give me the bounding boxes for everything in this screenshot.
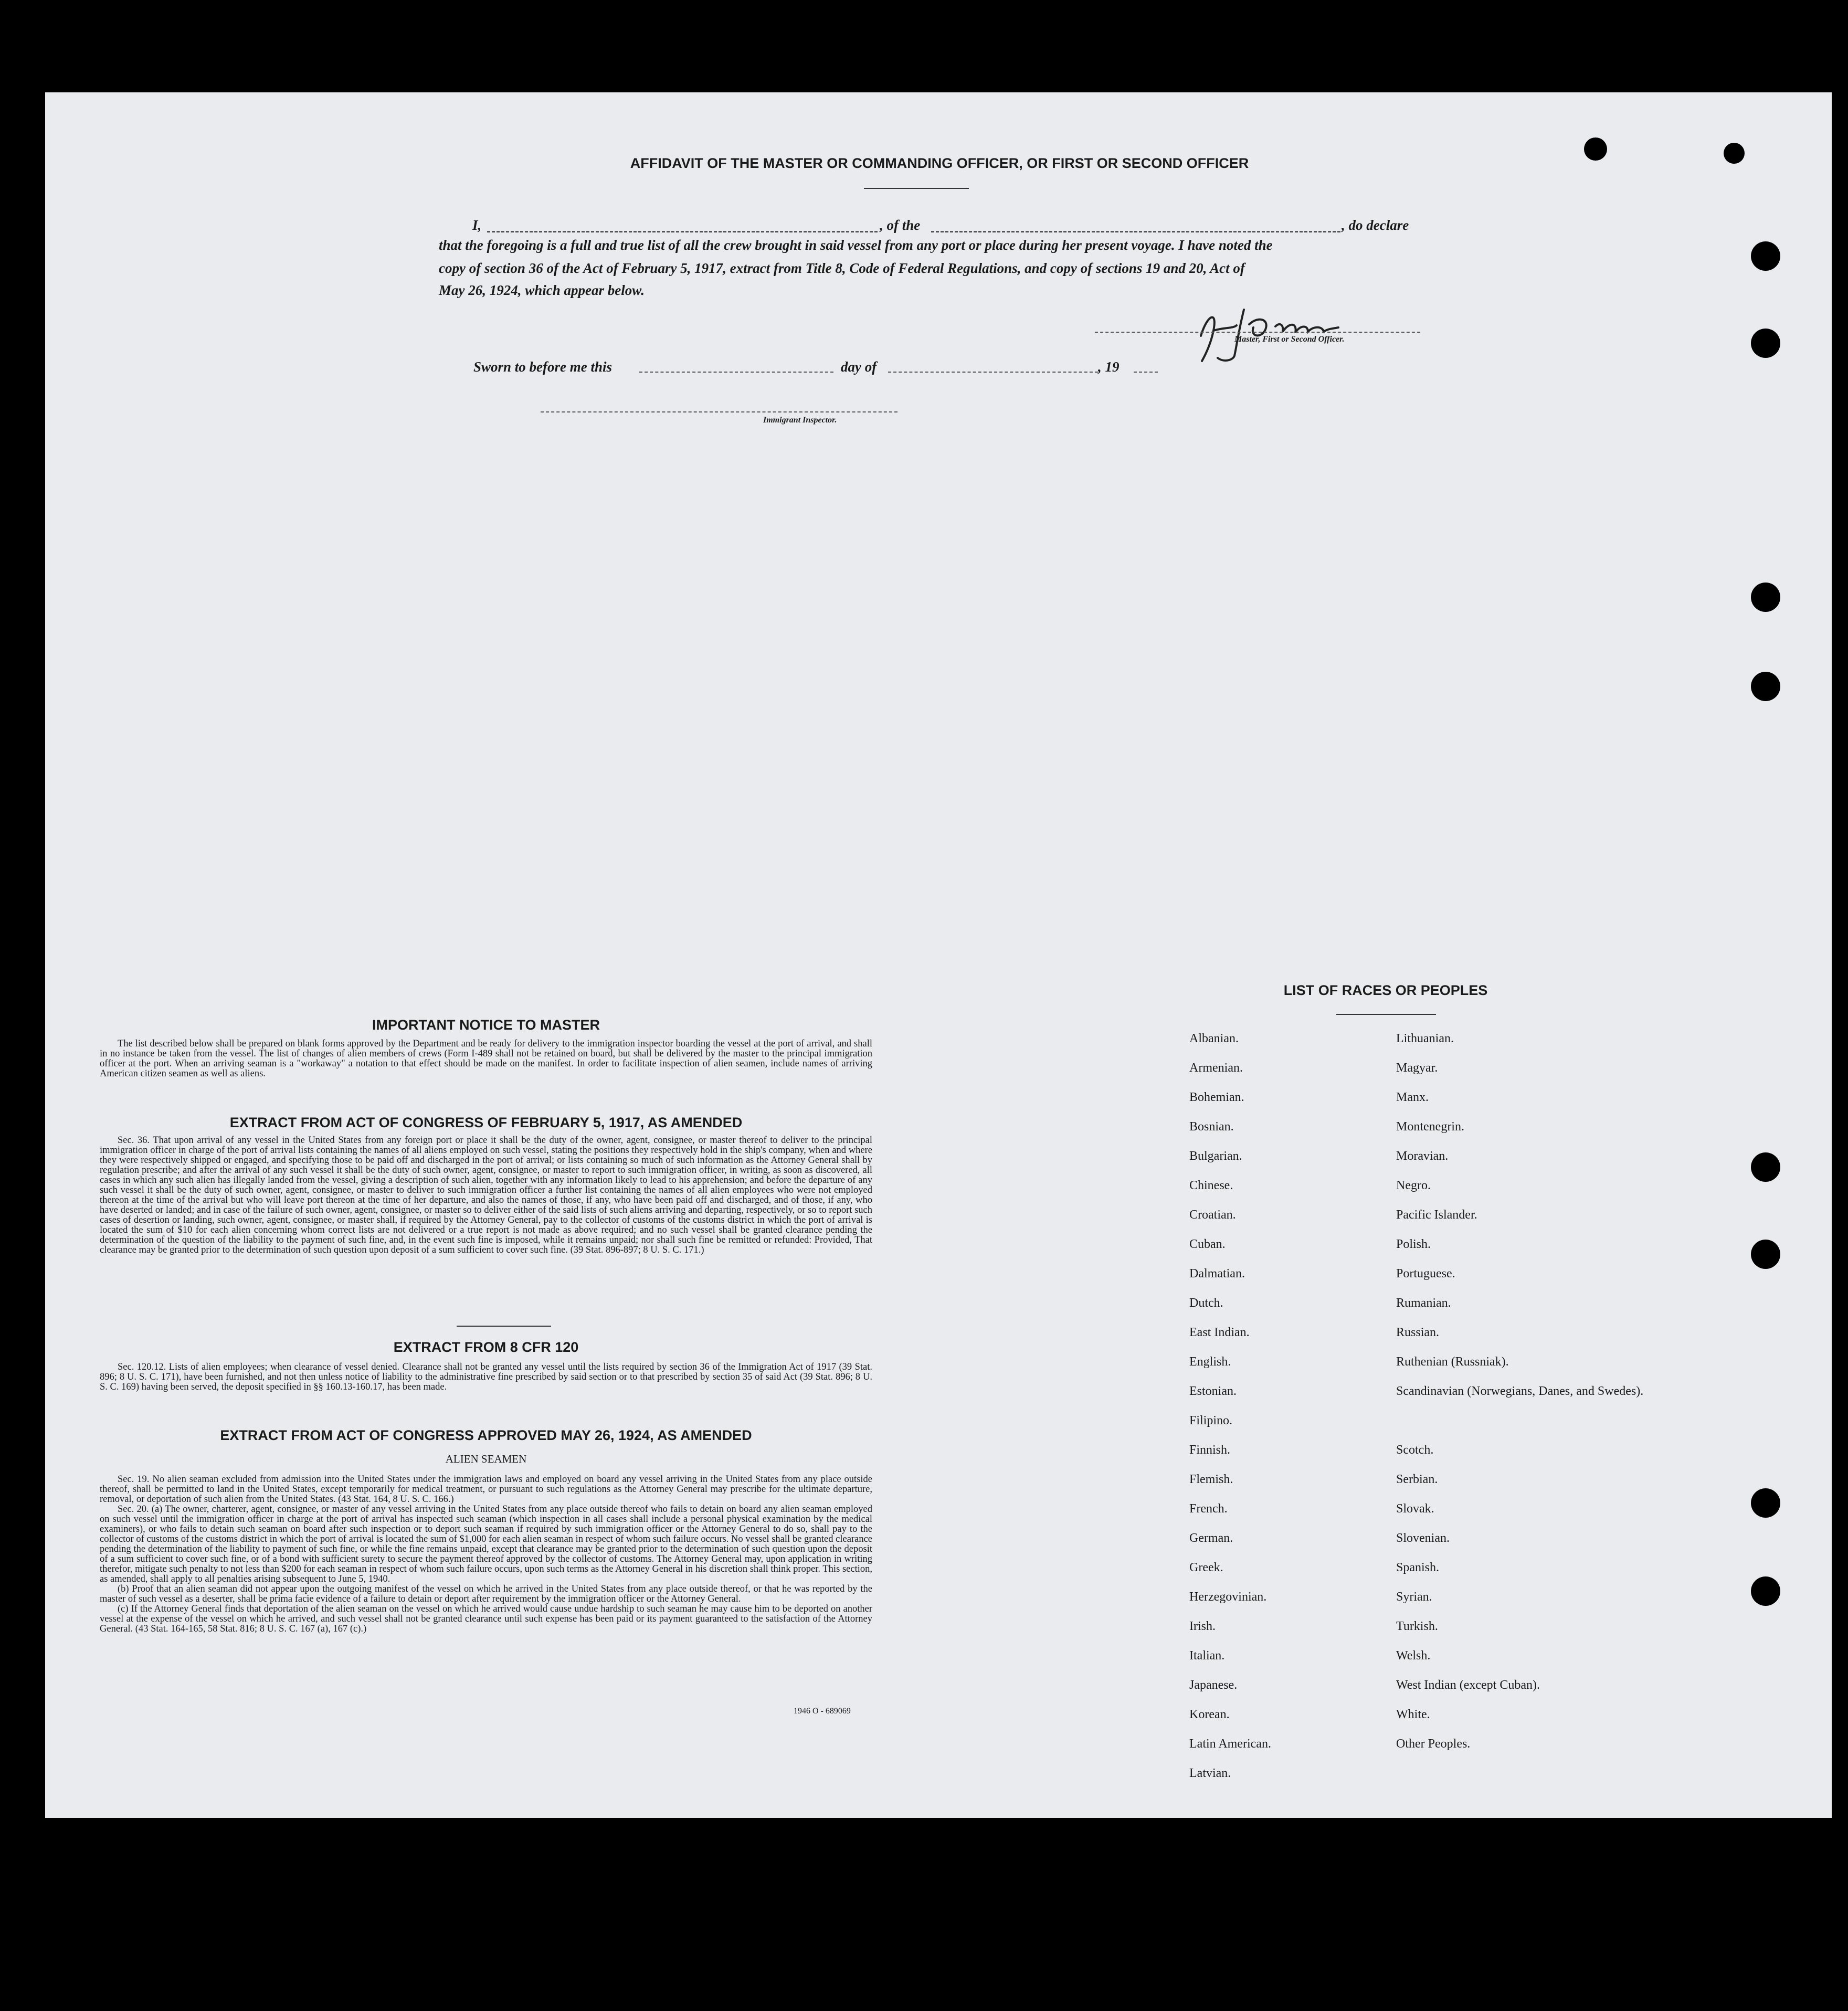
- year-label: , 19: [1098, 359, 1120, 375]
- race-item: Cuban.: [1189, 1237, 1226, 1251]
- race-item: Herzegovinian.: [1189, 1590, 1267, 1604]
- notice-text: The list described below shall be prepared on blank forms approved by the Department and be ready for delivery to the immigration inspector boarding the vessel at the port of arrival, and shall in no instance be taken from the vessel. The list of changes of alien members of crews (Form I-489 shall not be retained on board, but shall be delivered by the master to the principal immigration officer at the port. When an arriving seaman is a "workaway" a notation to that effect should be made on the manifest. In order to facilitate inspection of alien seamen, include names of arriving American citizen seamen as well as aliens.: [100, 1039, 872, 1079]
- race-item: Moravian.: [1396, 1149, 1449, 1163]
- notice-title: IMPORTANT NOTICE TO MASTER: [372, 1017, 600, 1033]
- race-item: Greek.: [1189, 1561, 1223, 1574]
- race-item: Irish.: [1189, 1620, 1216, 1633]
- races-right-column: [1396, 1032, 1669, 1766]
- race-item: Lithuanian.: [1396, 1032, 1454, 1045]
- race-item: Bulgarian.: [1189, 1149, 1242, 1163]
- race-item: Polish.: [1396, 1237, 1431, 1251]
- punch-hole: [1751, 1240, 1780, 1269]
- extract-1917-title: EXTRACT FROM ACT OF CONGRESS OF FEBRUARY 5, 1917, AS AMENDED: [229, 1115, 743, 1130]
- race-item: Chinese.: [1189, 1179, 1233, 1192]
- races-title: LIST OF RACES OR PEOPLES: [1283, 982, 1488, 998]
- race-item: White.: [1396, 1708, 1430, 1721]
- affidavit-text-line-3: copy of section 36 of the Act of February 5, 1917, extract from Title 8, Code of Federal Regulations, and copy of sections 19 and 20, Act of: [439, 260, 1245, 276]
- day-of-label: day of: [841, 359, 877, 375]
- race-item: Other Peoples.: [1396, 1737, 1471, 1751]
- signature-line[interactable]: [1095, 332, 1420, 333]
- sec-19-text: Sec. 19. No alien seaman excluded from admission into the United States under the immigration laws and employed on board any vessel arriving in the United States from any place outside thereof, shall be permitted to land in the United States, except temporarily for medical treatment, or pursuant to such regulations as the Attorney General may prescribe for the ultimate departure, removal, or deportation of such alien from the United States. (43 Stat. 164, 8 U. S. C. 166.): [100, 1474, 872, 1505]
- affidavit-title: AFFIDAVIT OF THE MASTER OR COMMANDING OFFICER, OR FIRST OR SECOND OFFICER: [630, 155, 1249, 171]
- race-item: Manx.: [1396, 1091, 1429, 1104]
- race-item: English.: [1189, 1355, 1231, 1369]
- signature-caption: Master, First or Second Officer.: [1234, 335, 1345, 344]
- race-item: Dutch.: [1189, 1296, 1223, 1310]
- race-item: Russian.: [1396, 1326, 1440, 1339]
- race-item: Turkish.: [1396, 1620, 1438, 1633]
- race-item: Finnish.: [1189, 1443, 1231, 1457]
- sec-20c-text: (c) If the Attorney General finds that deportation of the alien seaman on the vessel on which he arrived would cause undue hardship to such seaman he may cause him to be deported on another vessel at the expense of the vessel on which he arrived, and such vessel shall not be granted clearance until such expense has been paid or its payment guaranteed to the satisfaction of the Attorney General. (43 Stat. 164-165, 58 Stat. 816; 8 U. S. C. 167 (a), 167 (c).): [100, 1604, 872, 1634]
- race-item: Slovak.: [1396, 1502, 1434, 1516]
- race-item: Rumanian.: [1396, 1296, 1451, 1310]
- race-item: West Indian (except Cuban).: [1396, 1678, 1540, 1692]
- punch-hole: [1584, 137, 1607, 161]
- name-field-line[interactable]: [487, 231, 878, 232]
- extract-1917-text: Sec. 36. That upon arrival of any vessel in the United States from any foreign port or place it shall be the duty of the owner, agent, consignee, or master thereof to deliver to the principal immigration officer in charge of the port of arrival lists containing the names of all aliens employed on such vessel, stating the positions they respectively hold in the ship's company, when and where they were respectively shipped or engaged, and specifying those to be paid off and discharged in the port of arrival; or lists containing so much of such information as the Attorney General shall by regulation prescribe; and after the arrival of any such vessel it shall be the duty of such owner, agent, consignee, or master to report to such immigration officer, in writing, as soon as discovered, all cases in which any such alien has illegally landed from the vessel, giving a description of such alien, together with any information likely to lead to his apprehension; and before the departure of any such vessel it shall be the duty of such owner, agent, consignee, or master to deliver to such immigration officer a further list containing the names of all alien employees who were not employed thereon at the time of the arrival but who will leave port thereon at the time of her departure, and also the names of those, if any, who have been paid off and discharged, and of those, if any, who have deserted or landed; and in case of the failure of such owner, agent, consignee, or master so to deliver either of the said lists of such aliens arriving and departing, respectively, or so to report such cases of desertion or landing, such owner, agent, consignee, or master shall, if required by the Attorney General, pay to the collector of customs of the customs district in which the port of arrival is located the sum of $10 for each alien concerning whom correct lists are not delivered or a true report is not made as above required; and no such vessel shall be granted clearance pending the determination of the question of the liability to the payment of such fine, and, in the event such fine is imposed, while it remains unpaid; nor shall such fine be remitted or refunded: Provided, That clearance may be granted prior to the determination of such question upon deposit of a sum sufficient to cover such fine. (39 Stat. 896-897; 8 U. S. C. 171.): [100, 1135, 872, 1255]
- sworn-month-line[interactable]: [888, 372, 1098, 373]
- race-item: Flemish.: [1189, 1473, 1233, 1486]
- affidavit-i-label: I,: [472, 217, 482, 233]
- affidavit-do-declare: , do declare: [1342, 217, 1409, 233]
- inspector-caption: Immigrant Inspector.: [763, 416, 837, 425]
- race-item: Montenegrin.: [1396, 1120, 1464, 1134]
- cfr-title: EXTRACT FROM 8 CFR 120: [393, 1339, 579, 1355]
- race-item: Pacific Islander.: [1396, 1208, 1477, 1222]
- race-item: Italian.: [1189, 1649, 1225, 1663]
- races-left-column: [1189, 1032, 1389, 1796]
- cfr-text: Sec. 120.12. Lists of alien employees; when clearance of vessel denied. Clearance shall not be granted any vessel until the lists required by section 36 of the Immigration Act of 1917 (39 Stat. 896; 8 U. S. C. 171), have been furnished, and not then unless notice of liability to the administrative fine prescribed by said section or to that prescribed by section 35 of said Act (39 Stat. 896; 8 U. S. C. 169) having been served, the deposit specified in §§ 160.13-160.17, has been made.: [100, 1362, 872, 1392]
- race-item: Scandinavian (Norwegians, Danes, and Swedes).: [1396, 1384, 1644, 1398]
- race-item: Magyar.: [1396, 1061, 1438, 1075]
- race-item: Bosnian.: [1189, 1120, 1234, 1134]
- sec-20b-text: (b) Proof that an alien seaman did not appear upon the outgoing manifest of the vessel on which he arrived in the United States from any place outside thereof, or that he was reported by the master of such vessel as a deserter, shall be prima facie evidence of a failure to detain or deport after requirement by the immigration officer or the Attorney General.: [100, 1584, 872, 1604]
- race-item: Japanese.: [1189, 1678, 1238, 1692]
- extract-1924-title: EXTRACT FROM ACT OF CONGRESS APPROVED MAY 26, 1924, AS AMENDED: [220, 1427, 752, 1443]
- race-item: Scotch.: [1396, 1443, 1434, 1457]
- race-item: Spanish.: [1396, 1561, 1440, 1574]
- affidavit-text-line-2: that the foregoing is a full and true list of all the crew brought in said vessel from any port or place during her present voyage. I have noted the: [439, 237, 1273, 253]
- punch-hole: [1751, 1488, 1780, 1518]
- sworn-label: Sworn to before me this: [473, 359, 613, 375]
- race-item: Welsh.: [1396, 1649, 1431, 1663]
- punch-hole: [1724, 143, 1745, 164]
- print-code: 1946 O - 689069: [794, 1707, 851, 1716]
- sworn-day-line[interactable]: [639, 372, 833, 373]
- race-item: Armenian.: [1189, 1061, 1243, 1075]
- vessel-field-line[interactable]: [931, 231, 1340, 232]
- race-item: Latvian.: [1189, 1766, 1231, 1780]
- race-item: [1396, 1414, 1669, 1443]
- affidavit-of-the-label: , of the: [880, 217, 921, 233]
- handwritten-signature: [1186, 294, 1344, 367]
- affidavit-text-line-4: May 26, 1924, which appear below.: [439, 282, 645, 298]
- race-item: Latin American.: [1189, 1737, 1271, 1751]
- sworn-year-line[interactable]: [1134, 372, 1158, 373]
- race-item: Korean.: [1189, 1708, 1230, 1721]
- race-item: Filipino.: [1189, 1414, 1233, 1427]
- divider: [864, 188, 969, 189]
- race-item: Dalmatian.: [1189, 1267, 1245, 1280]
- race-item: Portuguese.: [1396, 1267, 1455, 1280]
- punch-hole: [1751, 329, 1780, 358]
- race-item: Estonian.: [1189, 1384, 1237, 1398]
- sec-20a-text: Sec. 20. (a) The owner, charterer, agent, consignee, or master of any vessel arriving in the United States from any place outside thereof who fails to detain on board any alien seaman employed on such vessel until the immigration officer in charge at the port of arrival has inspected such seaman (which inspection in all cases shall include a personal physical examination by the medical examiners), or who fails to detain such seaman on board after such inspection or to deport such seaman if required by such immigration officer or the Attorney General to do so, shall pay to the collector of customs of the customs district in which the port of arrival is located the sum of $1,000 for each alien seaman in respect of whom such failure occurs. No vessel shall be granted clearance pending the determination of the liability to payment of such fine, or while the fine remains unpaid, except that clearance may be granted prior to the determination of such question upon the deposit of a sum sufficient to cover such fine, or of a bond with sufficient surety to secure the payment thereof approved by the collector of customs. The Attorney General may, upon application in writing therefor, mitigate such penalty to not less than $200 for each seaman in respect of whom such failure occurs, upon such terms as the Attorney General in his discretion shall think proper. This section, as amended, shall apply to all penalties arising subsequent to June 5, 1940.: [100, 1504, 872, 1584]
- race-item: French.: [1189, 1502, 1228, 1516]
- alien-seamen-subtitle: ALIEN SEAMEN: [445, 1453, 527, 1465]
- divider: [1336, 1014, 1436, 1015]
- punch-hole: [1751, 241, 1780, 271]
- inspector-signature-line[interactable]: [541, 411, 897, 412]
- race-item: East Indian.: [1189, 1326, 1250, 1339]
- punch-hole: [1751, 1576, 1780, 1606]
- race-item: Serbian.: [1396, 1473, 1438, 1486]
- punch-hole: [1751, 1152, 1780, 1182]
- punch-hole: [1751, 672, 1780, 701]
- divider: [457, 1326, 551, 1327]
- race-item: Bohemian.: [1189, 1091, 1244, 1104]
- race-item: Albanian.: [1189, 1032, 1239, 1045]
- race-item: Slovenian.: [1396, 1531, 1450, 1545]
- extract-1924-text: [100, 1475, 872, 1634]
- race-item: Ruthenian (Russniak).: [1396, 1355, 1509, 1369]
- race-item: Syrian.: [1396, 1590, 1432, 1604]
- race-item: German.: [1189, 1531, 1233, 1545]
- race-item: Croatian.: [1189, 1208, 1236, 1222]
- race-item: Negro.: [1396, 1179, 1431, 1192]
- punch-hole: [1751, 583, 1780, 612]
